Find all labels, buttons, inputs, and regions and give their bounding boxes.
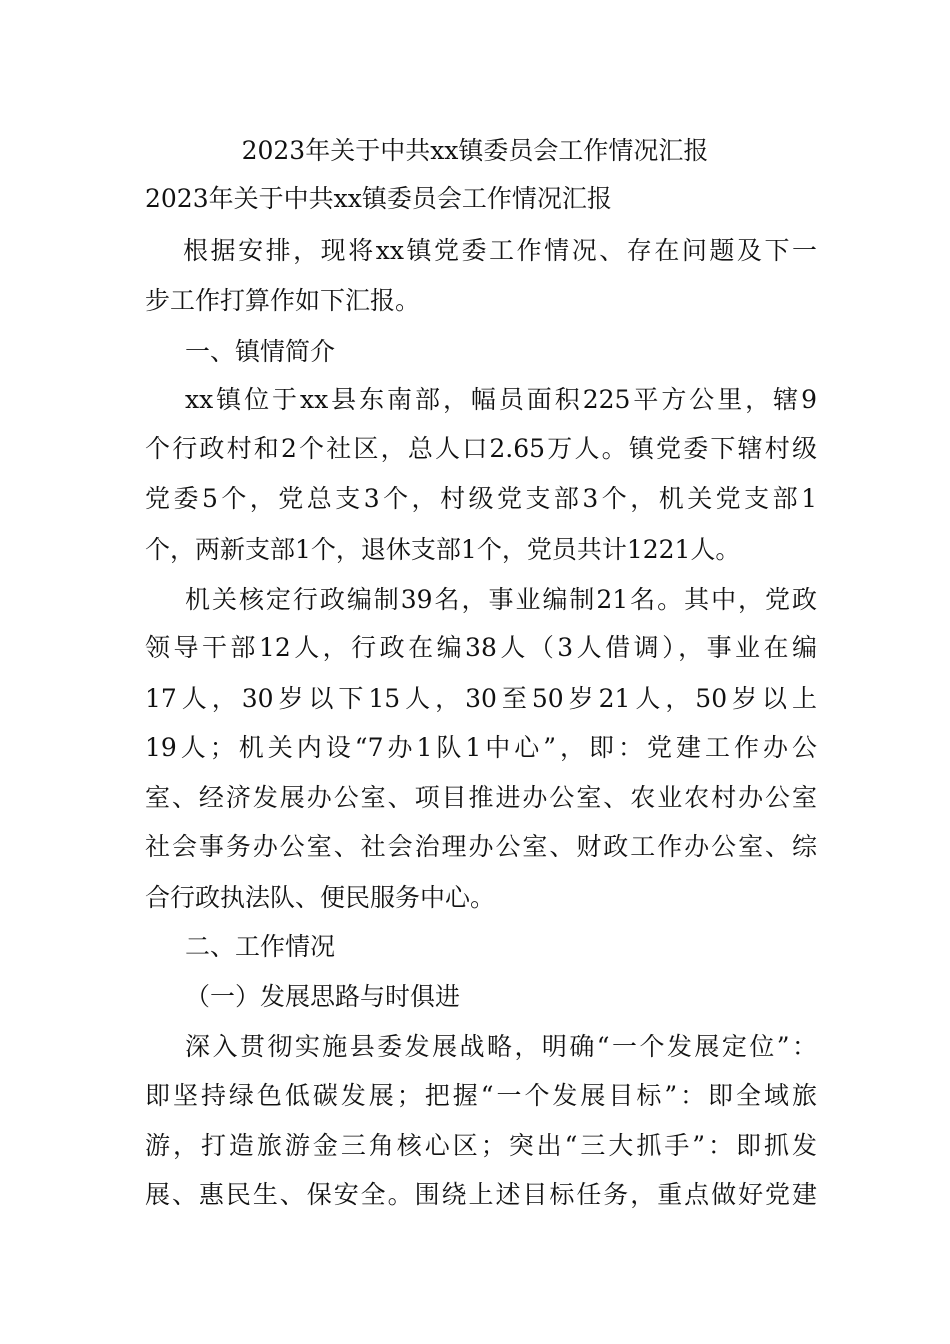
paragraph-line: 游，打造旅游金三角核心区；突出“三大抓手”：即抓发 bbox=[145, 1131, 817, 1160]
paragraph-line: 社会事务办公室、社会治理办公室、财政工作办公室、综 bbox=[145, 832, 817, 861]
subsection-heading: （一）发展思路与时俱进 bbox=[185, 982, 461, 1011]
paragraph-line: 领导干部12人，行政在编38人（3人借调），事业在编 bbox=[145, 633, 817, 662]
paragraph-line: 党委5个，党总支3个，村级党支部3个，机关党支部1 bbox=[145, 484, 817, 513]
section-heading: 二、工作情况 bbox=[185, 932, 336, 961]
document-title: 2023年关于中共xx镇委员会工作情况汇报 bbox=[145, 184, 612, 213]
document-center-title: 2023年关于中共xx镇委员会工作情况汇报 bbox=[241, 136, 709, 165]
paragraph-line: 深入贯彻实施县委发展战略，明确“一个发展定位”： bbox=[185, 1032, 817, 1061]
paragraph-line: 17人，30岁以下15人，30至50岁21人，50岁以上 bbox=[145, 684, 817, 713]
paragraph-line: 19人；机关内设“7办1队1中心”，即：党建工作办公 bbox=[145, 733, 817, 762]
paragraph-line: 个行政村和2个社区，总人口2.65万人。镇党委下辖村级 bbox=[145, 434, 817, 463]
paragraph-line: 即坚持绿色低碳发展；把握“一个发展目标”：即全域旅 bbox=[145, 1081, 817, 1110]
paragraph-line: 个，两新支部1个，退休支部1个，党员共计1221人。 bbox=[145, 535, 741, 564]
paragraph-line: 合行政执法队、便民服务中心。 bbox=[145, 883, 496, 912]
paragraph-line: 机关核定行政编制39名，事业编制21名。其中，党政 bbox=[185, 585, 817, 614]
paragraph-line: 展、惠民生、保安全。围绕上述目标任务，重点做好党建 bbox=[145, 1180, 817, 1209]
paragraph-line: 室、经济发展办公室、项目推进办公室、农业农村办公室 bbox=[145, 783, 817, 812]
paragraph-line: xx镇位于xx县东南部，幅员面积225平方公里，辖9 bbox=[185, 385, 817, 414]
section-heading: 一、镇情简介 bbox=[185, 337, 336, 366]
paragraph-line: 步工作打算作如下汇报。 bbox=[145, 286, 421, 315]
paragraph-line: 根据安排，现将xx镇党委工作情况、存在问题及下一 bbox=[183, 236, 817, 265]
